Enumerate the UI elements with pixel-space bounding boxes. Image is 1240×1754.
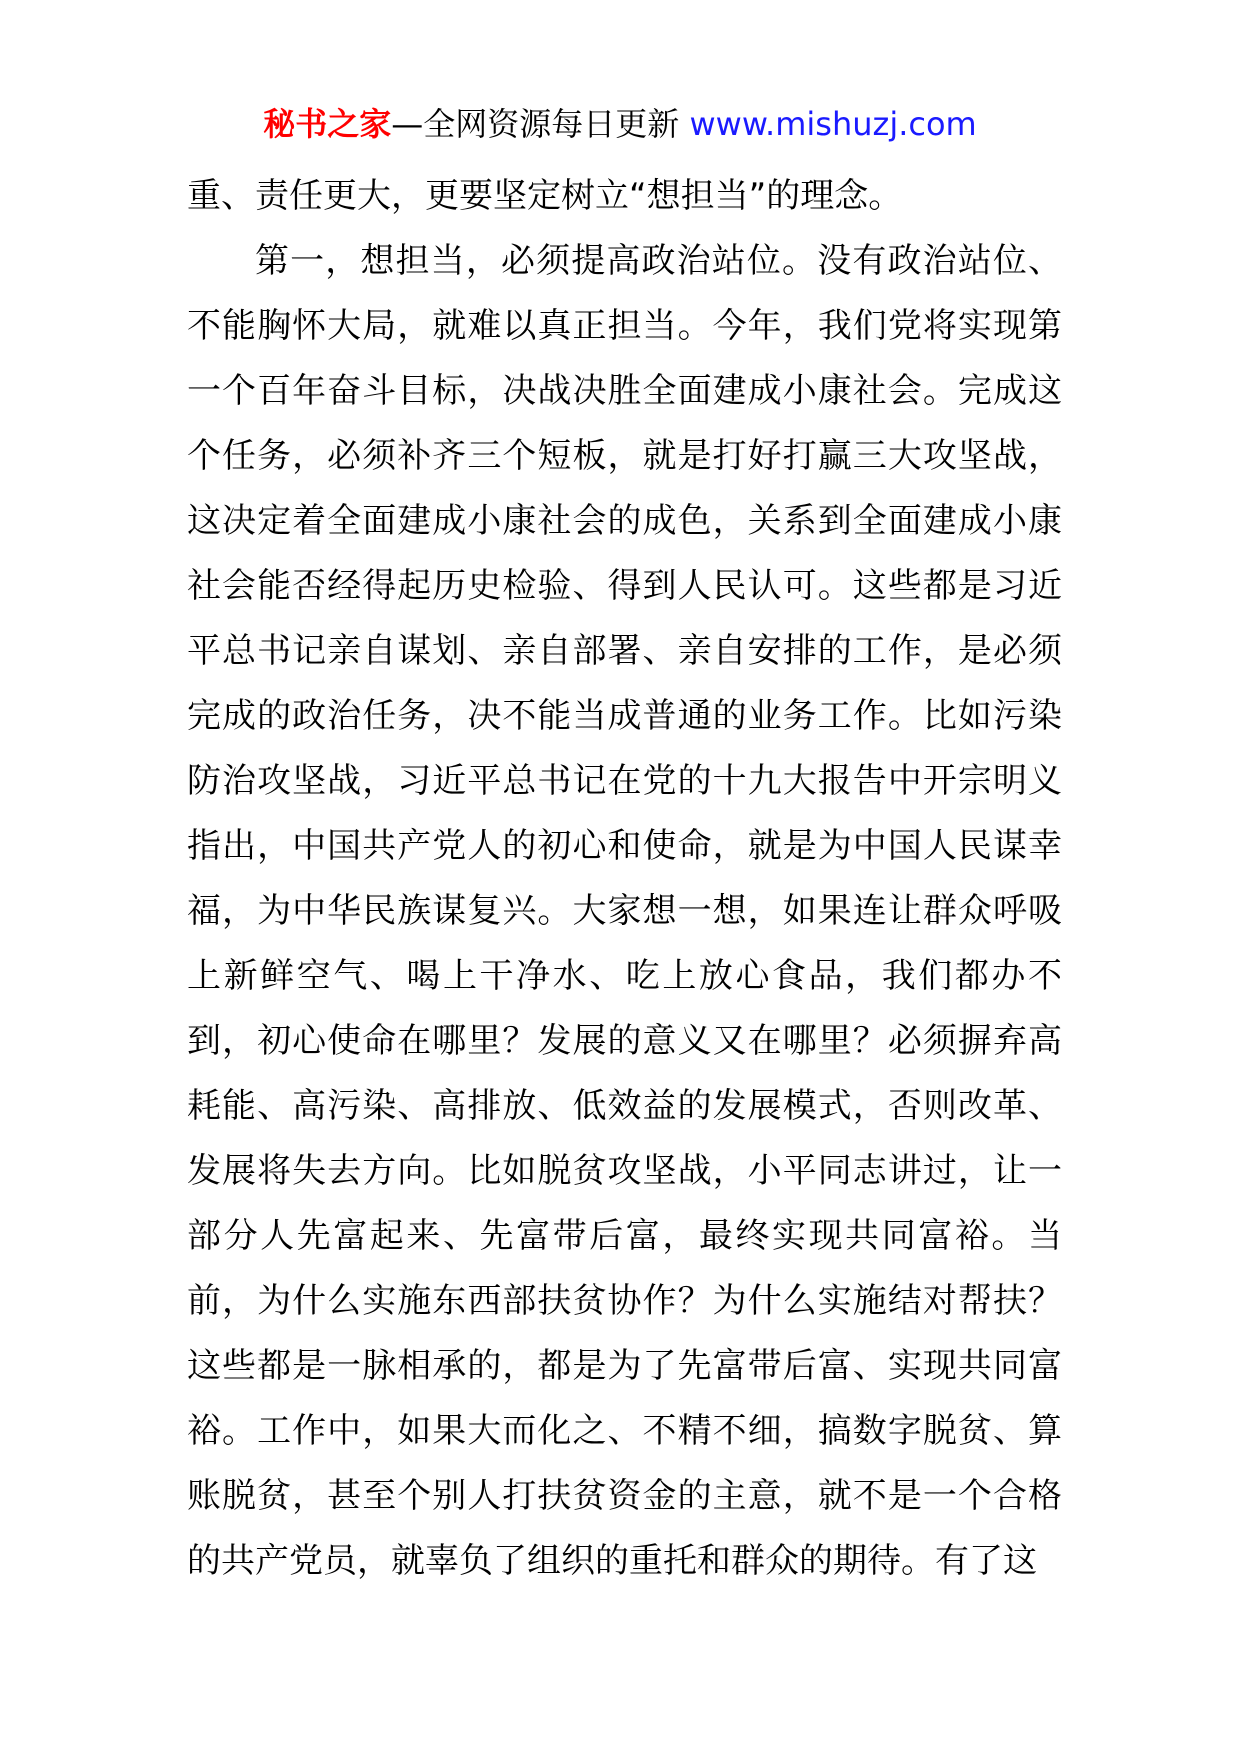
site-header	[0, 100, 1240, 148]
site-brand: 秘书之家	[263, 105, 392, 143]
site-tagline: —全网资源每日更新	[391, 105, 680, 143]
document-body	[187, 164, 1062, 1594]
paragraph-continuation: 重、责任更大，更要坚定树立“想担当”的理念。	[187, 176, 903, 216]
site-url-link[interactable]: www.mishuzj.com	[689, 105, 977, 143]
paragraph-first-point: 第一，想担当，必须提高政治站位。没有政治站位、不能胸怀大局，就难以真正担当。今年，我们党将实现第一个百年奋斗目标，决战决胜全面建成小康社会。完成这个任务，必须补齐三个短板，就是打好打赢三大攻坚战，这决定着全面建成小康社会的成色，关系到全面建成小康社会能否经得起历史检验、得到人民认可。这些都是习近平总书记亲自谋划、亲自部署、亲自安排的工作，是必须完成的政治任务，决不能当成普通的业务工作。比如污染防治攻坚战，习近平总书记在党的十九大报告中开宗明义指出，中国共产党人的初心和使命，就是为中国人民谋幸福，为中华民族谋复兴。大家想一想，如果连让群众呼吸上新鲜空气、喝上干净水、吃上放心食品，我们都办不到，初心使命在哪里？发展的意义又在哪里？必须摒弃高耗能、高污染、高排放、低效益的发展模式，否则改革、发展将失去方向。比如脱贫攻坚战，小平同志讲过，让一部分人先富起来、先富带后富，最终实现共同富裕。当前，为什么实施东西部扶贫协作？为什么实施结对帮扶？这些都是一脉相承的，都是为了先富带后富、实现共同富裕。工作中，如果大而化之、不精不细，搞数字脱贫、算账脱贫，甚至个别人打扶贫资金的主意，就不是一个合格的共产党员，就辜负了组织的重托和群众的期待。有了这	[187, 241, 1062, 1581]
